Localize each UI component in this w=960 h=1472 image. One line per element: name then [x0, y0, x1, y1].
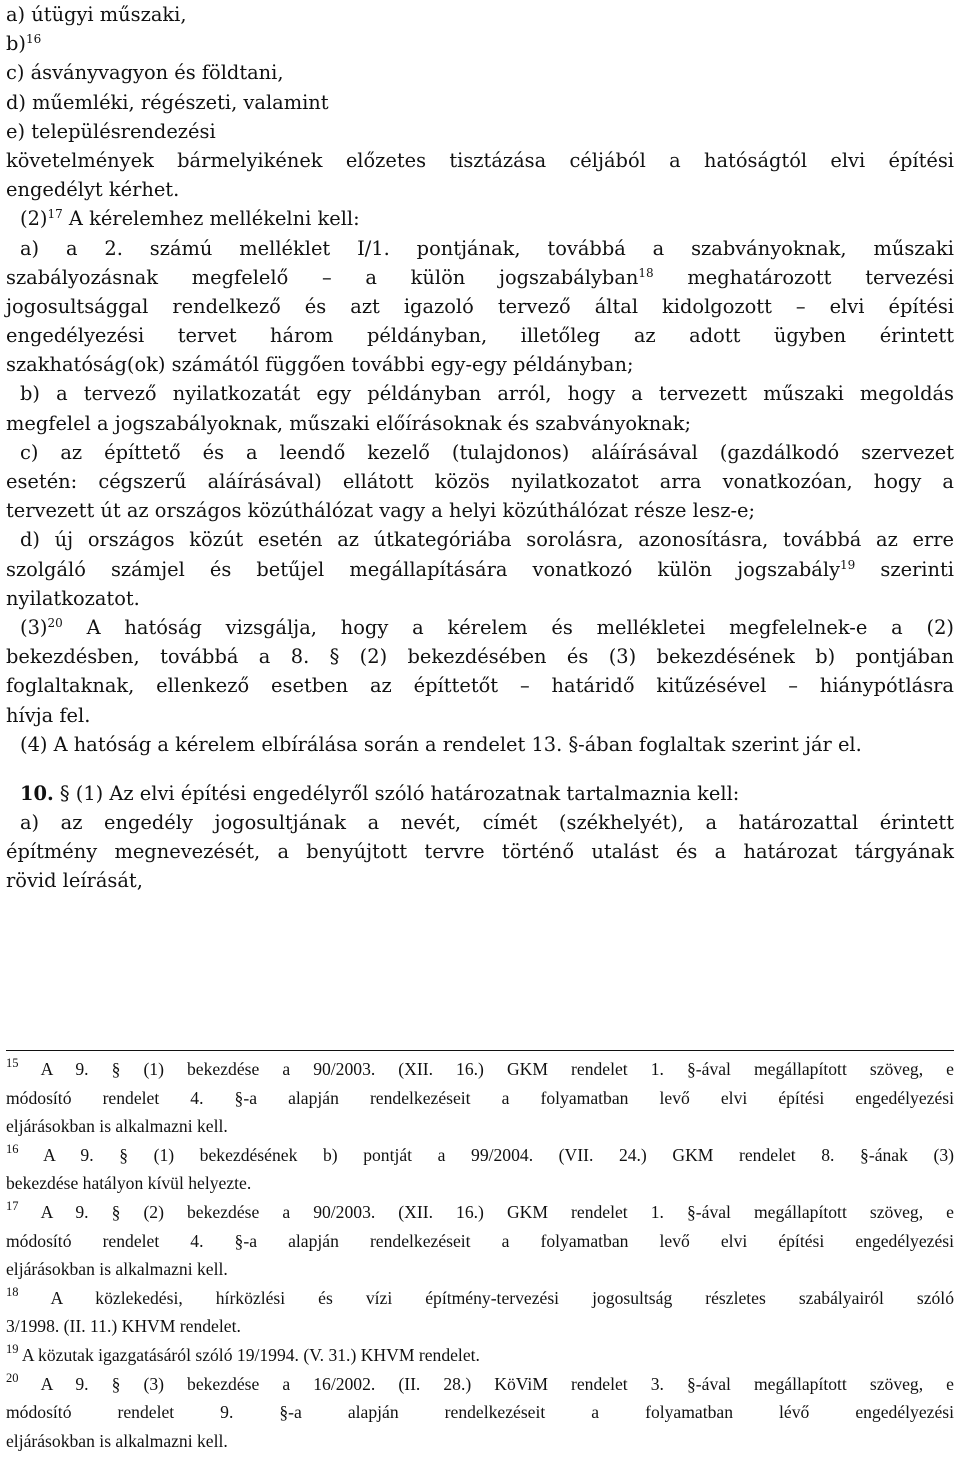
text-line: a) útügyi műszaki,: [6, 3, 187, 26]
section-10-heading: 10. § (1) Az elvi építési engedélyről szóló határozatnak tartalmaznia kell:: [20, 781, 740, 805]
text-line: jogosultsággal rendelkező és azt igazoló tervező által kidolgozott – elvi építési: [6, 294, 954, 318]
text-line: b)$^{16}$: [6, 32, 42, 56]
section-gap: [6, 759, 954, 779]
text-line: e) településrendezési: [6, 119, 216, 143]
footnote-18: $^{18}$ A közlekedési, hírközlési és vízi építmény-tervezési jogosultság részletes szabályairól szóló: [6, 1284, 954, 1308]
footnote-ref: 18: [638, 265, 654, 280]
text-line: követelmények bármelyikének előzetes tisztázása céljából a hatóságtól elvi építési: [6, 148, 954, 172]
text-line: a) a 2. számú melléklet I/1. pontjának, továbbá a szabványoknak, műszaki: [20, 236, 954, 260]
text-line: építmény megnevezését, a benyújtott tervre történő utalást és a határozat tárgyának: [6, 840, 954, 864]
footnote-16: $^{16}$ A 9. § (1) bekezdésének b) pontját a 99/2004. (VII. 24.) GKM rendelet 8. §-ának (3): [6, 1141, 954, 1165]
text-line: rövid leírását,: [6, 869, 143, 893]
footnote-ref: 20: [47, 615, 63, 630]
text-line: szakhatóság(ok) számától függően további egy-egy példányban;: [6, 353, 634, 377]
footnote-17: $^{17}$ A 9. § (2) bekezdése a 90/2003. (XII. 16.) GKM rendelet 1. §-ával megállapított szöveg, e: [6, 1198, 954, 1222]
footnote-15: $^{15}$ A 9. § (1) bekezdése a 90/2003. (XII. 16.) GKM rendelet 1. §-ával megállapított szöveg, e: [6, 1056, 954, 1079]
section-number: 10.: [20, 781, 54, 805]
text-line: c) az építtető és a leendő kezelő (tulajdonos) aláírásával (gazdálkodó szervezet: [20, 440, 954, 464]
footnote-ref: 16: [25, 32, 42, 47]
footnote-19: $^{19}$ A közutak igazgatásáról szóló 19/1994. (V. 31.) KHVM rendelet.: [6, 1341, 480, 1365]
footnote-separator: [6, 1050, 954, 1051]
text-line: szolgáló számjel és betűjel megállapítására vonatkozó külön jogszabály$^{19}$ szerinti: [6, 557, 954, 581]
text-line: b) a tervező nyilatkozatát egy példányban arról, hogy a tervezett műszaki megoldás: [20, 382, 954, 406]
paragraph-4: (4) A hatóság a kérelem elbírálása során a rendelet 13. §-ában foglaltak szerint jár el.: [20, 732, 862, 756]
text-line: bekezdésben, továbbá a 8. § (2) bekezdésében és (3) bekezdésének b) pontjában: [6, 645, 954, 669]
paragraph-3-heading: $(3)^{20}$ A hatóság vizsgálja, hogy a kérelem és mellékletei megfelelnek-e a (2): [20, 615, 954, 639]
text-line: engedélyt kérhet.: [6, 178, 180, 202]
footnote-line: módosító rendelet 4. §-a alapján rendelkezéseit a folyamatban levő elvi építési engedélyezési: [6, 1087, 954, 1108]
footnote-line: eljárásokban is alkalmazni kell.: [6, 1116, 228, 1137]
text-line: a) az engedély jogosultjának a nevét, címét (székhelyét), a határozattal érintett: [20, 811, 954, 835]
footnote-ref: 17: [47, 207, 63, 222]
footnote-line: módosító rendelet 9. §-a alapján rendelkezéseit a folyamatban lévő engedélyezési: [6, 1402, 954, 1423]
text-line: megfelel a jogszabályoknak, műszaki előírásoknak és szabványoknak;: [6, 411, 692, 435]
text-line: d) műemléki, régészeti, valamint: [6, 90, 329, 114]
footnote-line: 3/1998. (II. 11.) KHVM rendelet.: [6, 1316, 241, 1337]
footnote-line: eljárásokban is alkalmazni kell.: [6, 1430, 228, 1451]
text-line: hívja fel.: [6, 703, 91, 727]
text-line: szabályozásnak megfelelő – a külön jogszabályban$^{18}$ meghatározott tervezési: [6, 265, 955, 289]
text-line: foglaltaknak, ellenkező esetben az építtetőt – határidő kitűzésével – hiánypótlásra: [6, 674, 954, 698]
footnote-line: bekezdése hatályon kívül helyezte.: [6, 1173, 252, 1194]
footnote-20: $^{20}$ A 9. § (3) bekezdése a 16/2002. (II. 28.) KöViM rendelet 3. §-ával megállapított szöveg, e: [6, 1370, 954, 1394]
footnotes: [6, 1050, 954, 1455]
text-line: esetén: cégszerű aláírásával) ellátott közös nyilatkozatot arra vonatkozóan, hogy a: [6, 470, 954, 493]
text-line: nyilatkozatot.: [6, 586, 140, 610]
footnote-ref: 19: [840, 557, 856, 572]
text-line: c) ásványvagyon és földtani,: [6, 61, 284, 85]
footnote-line: módosító rendelet 4. §-a alapján rendelkezéseit a folyamatban levő elvi építési engedélyezési: [6, 1230, 954, 1251]
paragraph-2-heading: $(2)^{17}$ A kérelemhez mellékelni kell:: [20, 207, 360, 231]
text-line: engedélyezési tervet három példányban, illetőleg az adott ügyben érintett: [6, 324, 954, 348]
document-body: [6, 0, 954, 896]
text-line: d) új országos közút esetén az útkategóriába sorolásra, azonosításra, továbbá az erre: [20, 528, 954, 552]
text-line: tervezett út az országos közúthálózat vagy a helyi közúthálózat része lesz-e;: [6, 499, 756, 523]
footnote-line: eljárásokban is alkalmazni kell.: [6, 1259, 228, 1280]
